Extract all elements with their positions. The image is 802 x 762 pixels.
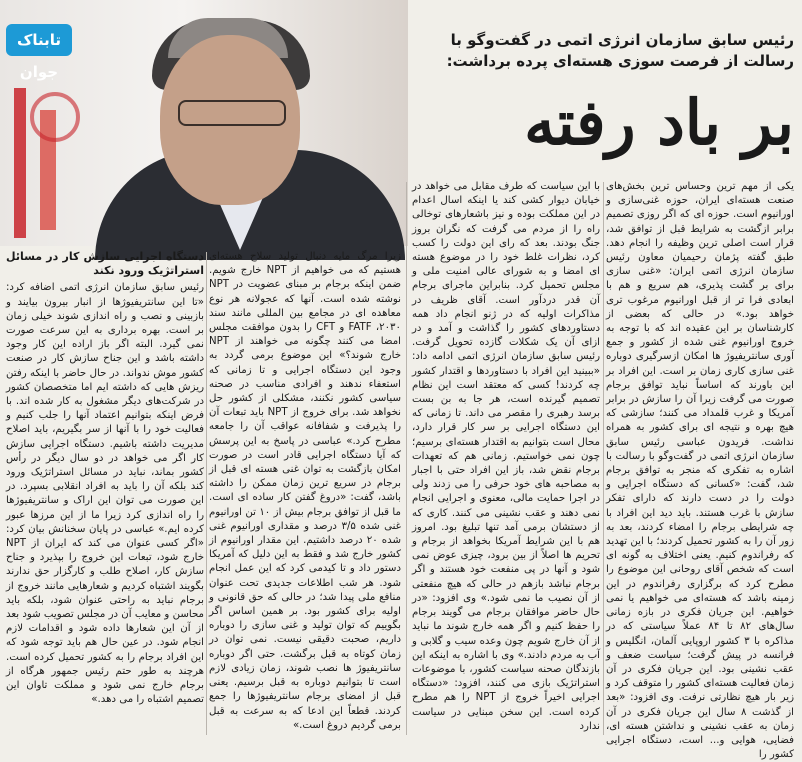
flag-emblem	[30, 92, 80, 142]
article-column-4-text: رئیس سابق سازمان انرژی اتمی اضافه کرد: «تا این سانتریفیوژها از انبار بیرون بیایند و بازبینی و نصب و راه اندازی شوند خیلی زمان بر است. بهره برداری به این سرعت صورت نمی گیرد. البته اگر باز اراده این کار وجود داشته باشد و این جناح سازش کار در صنعت کشور موش ندواند. در حال حاضر با اینکه رفتن ریزش هایی که داشته ایم اما متخصصان کشور در شرکت‌های دیگر مشغول به کار شده اند. با فرض اینکه بتوانیم اعتماد آنها را جلب کنیم و فعالیت خود را با آنها از سر بگیریم، باید اصلاح مدیریت داشته باشیم. دستگاه اجرایی سازش کار اگر می خواهد در دو سال دیگر در رأس کشور بماند، نباید در مسائل استراتژیک ورود کند بلکه آن را باید به افراد انقلابی بسپرد. در این صورت می توان این اراک و سانتریفیوژها را راه اندازی کرد زیرا ما از این مرزها عبور کرده ایم.» عباسی در پایان سخنانش بیان کرد: «اگر کسی عنوان می کند که ایران از NPT خارج شود، تبعات این خروج را بپذیرد و جناح سازش کار، اصلاح طلب و کارگزار حق ندارند بگویند اشتباه کردیم و شعارهایی مانند خروج از برجام نباید به راحتی عنوان شود، بلکه باید محاسن و معایب آن در مجلس تصویب شود بعد از آن این شعارها داده شود و اقدامات لازم انجام شود. در عین حال هم باید توجه شود که این افراد برجام را به کشور تحمیل کرده است. هرچند به طور حتم رئیس جمهور هرگاه از برجام خارج نمی شود و مملکت تاوان این تصمیم اشتباه را می دهد.»	[6, 282, 204, 706]
column-divider	[406, 182, 407, 735]
column-divider	[603, 182, 604, 735]
flag-stripe	[14, 88, 26, 238]
site-logo: تابناک جوان	[6, 24, 72, 56]
article-column-1: یکی از مهم ترین وحساس ترین بخش‌های صنعت هسته‌ای ایران، حوزه غنی‌سازی و اورانیوم است. حوزه ای که اگر روزی تصمیم برابر ازگشت به شرایط قبل از توافق شد، قرار است اصلی ترین وظیفه را انجام دهد. طبق گفته پژمان رحیمیان معاون رئیس سازمان انرژی اتمی ایران: «غنی سازی برای بر گشت پذیری، هم سریع و هم با ابعادی فرا تر از قبل اورانیوم مرغوب تری خواهد بود.» در حالی که بعضی از کارشناسان بر این عقیده اند که با توجه به خروج اورانیوم غنی شده از کشور و جمع آوری سانتریفیوژ ها امکان ازسرگیری دوباره غنی سازی کاری زمان بر است. این افراد بر این باورند که اساساً نباید توافق برجام صورت می گرفت زیرا آن را سازش در برابر آمریکا و غرب قلمداد می کنند؛ سازشی که هیچ بهره و نتیجه ای برای کشور به همراه نداشت. فریدون عباسی رئیس سابق سازمان انرژی اتمی در گفت‌وگو با رسالت با اشاره به تفکری که منجر به توافق برجام شد، گفت: «کسانی که دستگاه اجرایی و دولت را در دست دارند که دارای تفکر سازش با غرب هستند. باید دید این افراد با چه شرایطی برجام را امضاء کردند، بعد به زور آن را به کشور تحمیل کردند؛ با این تهدید که رفراندوم کنیم. یعنی اختلاف به گونه ای است که شخص آقای روحانی این موضوع را مطرح کرد که برگزاری رفراندوم در این زمینه باشد که هسته‌ای می خواهیم یا نمی خواهیم. این جریان فکری در بازه زمانی سال‌های ۸۲ تا ۸۴ عملاً سیاستی که در مذاکره با ۳ کشور اروپایی آلمان، انگلیس و فرانسه در پیش گرفت؛ سیاست ضعف و عقب نشینی بود. این جریان فکری در آن زمان فعالیت هسته‌ای کشور را متوقف کرد و زیر بار هیچ نظارتی نرفت. وی افزود: «بعد از گذشت ۸ سال این جریان فکری در آن زمان به عقب نشینی و نداشتن هسته ای، فضایی، هوایی و... است، دستگاه اجرایی کشور را	[606, 181, 795, 761]
section-subheading: دستگاه اجرایی سازش کار در مسائل استراتژیک ورود نکند	[6, 250, 204, 278]
article-column-2: با این سیاست که طرف مقابل می خواهد در خیابان دیوار کشی کند یا اینکه اسال اعدام در این مملکت بوده و نیز باشعارهای توخالی راه را از مردم می گرفت که نگران بروز جنگ بودند. بعد که رای این دولت را کسب کرد، نظرات غلط خود را در موضوع هسته ای امضا و به شورای عالی امنیت ملی و مجلس تحمیل کرد. بنابراین ماجرای برجام آن قدر دردآور است. آقای ظریف در مذاکرات اولیه که در ژنو انجام داد همه دستاوردهای کشور را گذاشت و آمد و در ازای آن یک شکلات گازده تحویل گرفت. رئیس سابق سازمان انرژی اتمی ادامه داد: «ببینید این افراد با دستاوردها و اقتدار کشور چه کردند! کسی که معتقد است این نظام تصمیم گیرنده است، هر جا به بن بست برسد رهبری را مقصر می داند. تا زمانی که این دستگاه اجرایی بر سر کار قرار دارد، محال است بتوانیم به اقتدار هسته‌ای برسیم؛ چون نمی خواستیم. زمانی هم که تعهدات برجام نقض شد، باز این افراد حتی با اجبار به مصاحبه های خود حرفی را می زدند ولی در اجرا حمایت مالی، معنوی و اجرایی انجام نمی دهند و عقب نشینی می کنند. کاری که از دستشان برمی آمد تنها تبلیغ بود. امروز هم با این شرایط آمریکا بخواهد از برجام و تحریم ها اصلاً از بین برود، چیزی عوض نمی شود و آنها در پی منفعت خود هستند و اگر برجام نباشد بازهم در حالی که هیچ منفعتی از آن نصیب ما نمی شود.» وی افزود: «در حال حاضر موافقان برجام می گویند برجام را حفظ کنیم و اگر همه خارج شوند ما نباید از آن خارج شویم چون وعده سیب و گلابی و آب به مردم دادند.» وی با اشاره به اینکه این بازندگان صحنه سیاست کشور، با موضوعات استراتژیک بازی می کنند، افزود: «دستگاه اجرایی اخیراً خروج از NPT را هم مطرح کرده است. این سخن مبنایی در سیاست ندارد	[412, 181, 600, 732]
headline: بر باد رفته	[524, 86, 794, 159]
kicker: رئیس سابق سازمان انرژی اتمی در گفت‌وگو با رسالت از فرصت سوزی هسته‌ای پرده برداشت:	[446, 31, 794, 70]
article-column-4	[6, 250, 204, 735]
column-divider	[206, 252, 207, 735]
glasses	[178, 100, 286, 126]
article-column-3: زیرا مرگ مایه دنبال تولید سلاح هسته‌ای هستیم که می خواهیم از NPT خارج شویم. ضمن اینکه برجام بر مبنای عضویت در NPT نوشته شده است. آنها که عجولانه هر نوع معاهده ای در مجامع بین المللی مانند سند ۲۰۳۰، FATF و CFT را بدون موافقت مجلس امضا می کنند چگونه می خواهند از NPT خارج شوند؟» این موضوع برمی گردد به وجود این دستگاه اجرایی و تا زمانی که استعفاء ندهند و افرادی مناسب در صحنه سیاسی کشور نکنند، مشکلی از کشور حل نخواهد شد. برای خروج از NPT باید تبعات آن را پذیرفت و شفافانه عواقب آن را جامعه مطرح کرد.» عباسی در پاسخ به این پرسش که آیا دستگاه اجرایی قادر است در صورت امکان بازگشت به توان غنی هسته ای قبل از برجام در سریع ترین زمان ممکن را داشته باشد، گفت: «دروغ گفتن کار ساده ای است. ما قبل از توافق برجام بیش از ۱۰ تن اورانیوم غنی شده ۳/۵ درصد و مقداری اورانیوم غنی شده ۲۰ درصد داشتیم. این مقدار اورانیوم از کشور خارج شد و فقط به این دلیل که آمریکا دستور داد و تا کیدمی کرد که این عمل انجام شود. هر شب اطلاعات جدیدی تحت عنوان منافع ملی پیدا شد؛ در حالی که حق قانونی و اولیه برای کشور بود. بر همین اساس اگر بگوییم که توان تولید و غنی سازی را دوباره داریم، صحبت دقیقی نیست. نمی توان در زمان کوتاه به قبل برگشت. حتی اگر دوباره سانتریفیوژ ها نصب شوند، زمان زیادی لازم است تا بتوانیم دوباره به قبل برسیم. یعنی قبل از امضای برجام سانتریفیوژها را جمع کردند. قطعاً این ادعا که به سرعت به قبل برمی گردیم دروغ است.»	[209, 251, 402, 731]
